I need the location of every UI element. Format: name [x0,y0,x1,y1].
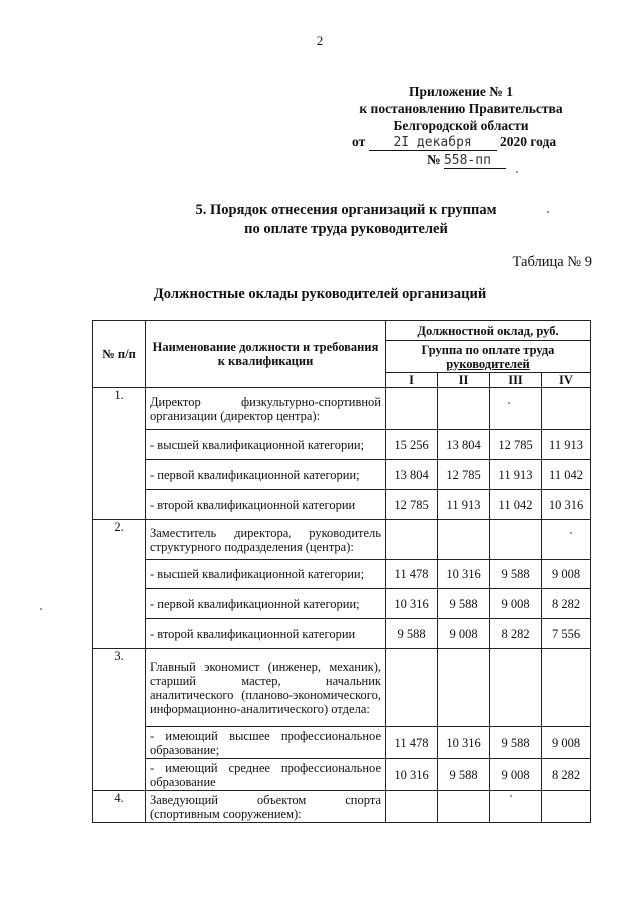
section-title-line2: по оплате труда руководителей [244,221,448,237]
table-section-row [93,649,591,727]
category-label: - первой квалификационной категории; [146,589,386,619]
scan-speck [40,608,42,610]
salary-cell: 12 785 [490,430,542,460]
salary-cell: 10 316 [386,589,438,619]
salary-cell: 8 282 [490,619,542,649]
table-row [93,619,591,649]
salary-cell: 8 282 [542,759,591,791]
salary-cell: 7 556 [542,619,591,649]
header-name: Наименование должности и требования к квалификации [146,321,386,388]
scan-speck [570,532,572,534]
salary-cell: 15 256 [386,430,438,460]
salary-cell: 9 008 [542,727,591,759]
category-label: - имеющий высшее профессиональное образование; [146,727,386,759]
scan-speck [547,211,549,213]
salary-cell: 11 042 [542,460,591,490]
salary-cell: 12 785 [386,490,438,520]
header-group-line1: Группа по оплате труда [421,342,555,357]
date-handwritten: 2I декабря [369,135,497,151]
salary-cell: 9 008 [490,589,542,619]
category-label: - высшей квалификационной категории; [146,560,386,589]
table-row [93,560,591,589]
table-section-row [93,791,591,823]
date-prefix: от [352,134,366,149]
salary-cell: 12 785 [438,460,490,490]
number-prefix: № [427,152,441,167]
row-number: 4. [93,791,146,823]
salary-cell: 10 316 [542,490,591,520]
salary-table [92,320,591,823]
position-title: Главный экономист (инженер, механик), старший мастер, начальник аналитического (планово-экономического, информационно-аналитического) отдела: [146,649,386,727]
scan-speck [516,171,518,173]
table-section-row [93,520,591,560]
table-row [93,490,591,520]
salary-cell: 10 316 [438,727,490,759]
salary-cell: 9 588 [490,727,542,759]
appendix-region: Белгородской области [393,118,529,133]
salary-cell: 11 913 [438,490,490,520]
table-section-row [93,388,591,430]
appendix-reference: к постановлению Правительства [359,101,563,116]
salary-cell: 10 316 [438,560,490,589]
category-label: - высшей квалификационной категории; [146,430,386,460]
scan-speck [510,795,512,797]
salary-cell: 11 478 [386,727,438,759]
category-label: - второй квалификационной категории [146,619,386,649]
position-title: Заместитель директора, руководитель структурного подразделения (центра): [146,520,386,560]
row-number: 2. [93,520,146,649]
table-row [93,460,591,490]
header-group [386,341,591,373]
table-row [93,589,591,619]
appendix-number [427,152,506,169]
salary-cell: 9 008 [542,560,591,589]
salary-cell: 11 478 [386,560,438,589]
row-number: 1. [93,388,146,520]
appendix-date [352,134,556,151]
salary-cell: 8 282 [542,589,591,619]
category-label: - первой квалификационной категории; [146,460,386,490]
position-title: Заведующий объектом спорта (спортивным сооружением): [146,791,386,823]
header-group-line2: руководителей [446,356,530,371]
section-title-line1: 5. Порядок отнесения организаций к группам [195,202,497,218]
table-row [93,430,591,460]
page-number: 2 [316,33,324,48]
section-title [100,201,592,239]
header-group-2: II [438,373,490,388]
header-group-4: IV [542,373,591,388]
salary-cell: 11 913 [490,460,542,490]
number-handwritten: 558-пп [444,153,506,169]
salary-cell: 13 804 [438,430,490,460]
category-label: - второй квалификационной категории [146,490,386,520]
position-title: Директор физкультурно-спортивной организации (директор центра): [146,388,386,430]
salary-cell: 9 008 [438,619,490,649]
salary-cell: 9 588 [438,759,490,791]
table-row [93,759,591,791]
table-title: Должностные оклады руководителей организаций [153,286,487,302]
salary-cell: 9 008 [490,759,542,791]
salary-cell: 11 042 [490,490,542,520]
table-number: Таблица № 9 [512,254,592,270]
date-suffix: 2020 года [499,134,557,149]
salary-cell: 13 804 [386,460,438,490]
header-group-3: III [490,373,542,388]
header-no: № п/п [93,321,146,388]
appendix-title: Приложение № 1 [409,84,513,99]
salary-cell: 9 588 [490,560,542,589]
row-number: 3. [93,649,146,791]
salary-cell: 10 316 [386,759,438,791]
salary-cell: 9 588 [386,619,438,649]
appendix-header [330,83,592,134]
header-salary: Должностной оклад, руб. [386,321,591,341]
salary-cell: 11 913 [542,430,591,460]
scan-speck [508,402,510,404]
category-label: - имеющий среднее профессиональное образование [146,759,386,791]
salary-cell: 9 588 [438,589,490,619]
header-group-1: I [386,373,438,388]
table-row [93,727,591,759]
